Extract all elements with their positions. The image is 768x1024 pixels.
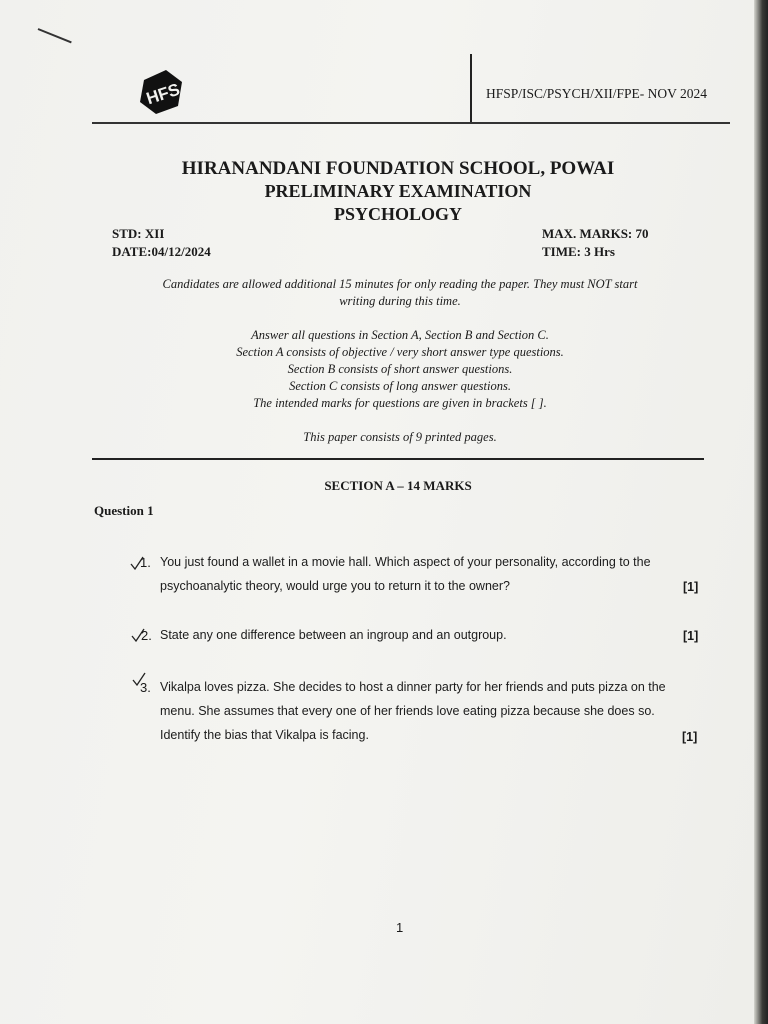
section-a-title: SECTION A – 14 MARKS — [324, 478, 472, 493]
school-logo-icon — [136, 66, 186, 116]
question-text-line: menu. She assumes that every one of her friends love eating pizza because she does so. — [160, 704, 655, 718]
exam-name: PRELIMINARY EXAMINATION — [264, 181, 532, 201]
marks-badge: [1] — [683, 580, 699, 594]
svg-text:HFS: HFS — [143, 79, 183, 109]
school-name: HIRANANDANI FOUNDATION SCHOOL, POWAI — [181, 158, 615, 179]
section-divider — [92, 458, 704, 460]
marks-badge: [1] — [682, 730, 698, 744]
question-text-line: Identify the bias that Vikalpa is facing. — [160, 728, 369, 742]
section-b-instruction: Section B consists of short answer questions. — [287, 362, 513, 376]
marks-note: The intended marks for questions are given in brackets [ ]. — [253, 396, 547, 410]
question-text-line: You just found a wallet in a movie hall. Which aspect of your personality, according to the — [160, 555, 651, 569]
question-text-line: psychoanalytic theory, would urge you to return it to the owner? — [160, 579, 510, 593]
max-marks-label: MAX. MARKS: 70 — [542, 226, 649, 241]
pages-note: This paper consists of 9 printed pages. — [303, 430, 497, 444]
std-label: STD: XII — [112, 226, 165, 241]
reading-instruction-line1: Candidates are allowed additional 15 minutes for only reading the paper. They must NOT start — [162, 277, 638, 291]
marks-badge: [1] — [683, 629, 699, 643]
date-label: DATE:04/12/2024 — [112, 244, 211, 259]
answer-all-instruction: Answer all questions in Section A, Section B and Section C. — [251, 328, 549, 342]
subject-name: PSYCHOLOGY — [333, 204, 462, 224]
page-edge-shadow — [754, 0, 768, 1024]
paper-code: HFSP/ISC/PSYCH/XII/FPE- NOV 2024 — [486, 86, 708, 101]
header-rule — [92, 122, 730, 124]
pen-mark — [38, 28, 72, 43]
question-number: 3. — [140, 680, 151, 695]
question-number: 1. — [140, 555, 151, 570]
section-a-instruction: Section A consists of objective / very short answer type questions. — [236, 345, 564, 359]
question-heading: Question 1 — [94, 503, 154, 518]
reading-instruction-line2: writing during this time. — [339, 294, 461, 308]
question-text-line: Vikalpa loves pizza. She decides to host a dinner party for her friends and puts pizza on the — [160, 680, 666, 694]
section-c-instruction: Section C consists of long answer questions. — [289, 379, 511, 393]
question-number: 2. — [141, 628, 152, 643]
page-number: 1 — [396, 920, 404, 935]
question-text-line: State any one difference between an ingroup and an outgroup. — [160, 628, 507, 642]
time-label: TIME: 3 Hrs — [542, 244, 615, 259]
header-divider — [470, 54, 472, 122]
